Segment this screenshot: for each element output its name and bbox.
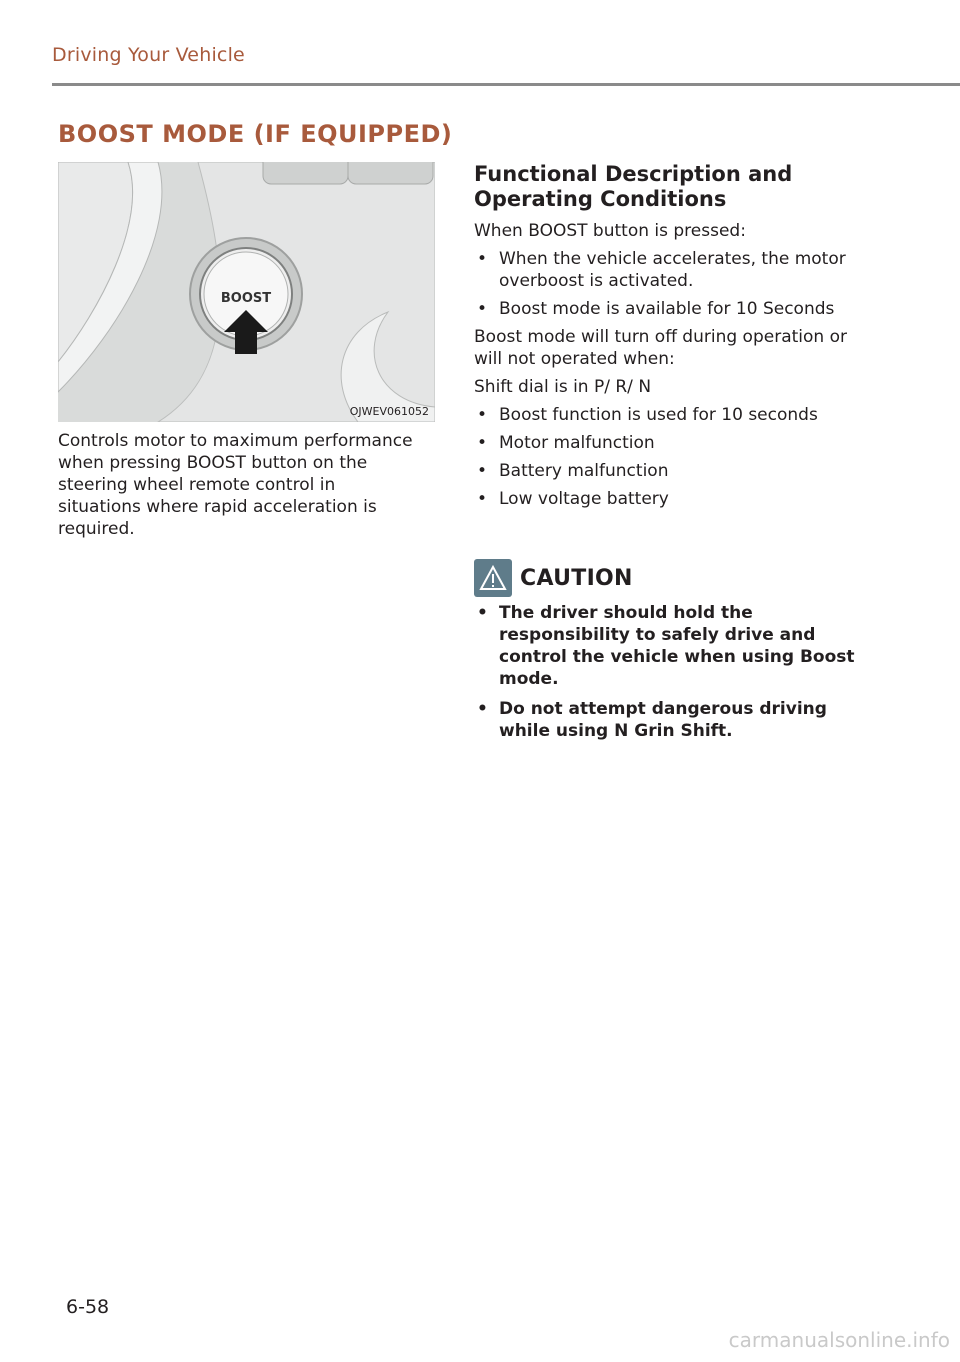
figure-code: OJWEV061052 — [349, 405, 429, 418]
activation-list — [474, 248, 874, 320]
list-item — [474, 602, 874, 690]
caution-box — [474, 558, 874, 750]
list-item — [474, 298, 874, 320]
list-item-text: Boost mode is available for 10 Seconds — [499, 299, 835, 319]
bullet-icon: • — [477, 603, 488, 623]
watermark: carmanualsonline.info — [728, 1328, 950, 1352]
bullet-icon: • — [477, 249, 488, 269]
warning-triangle-icon — [474, 559, 512, 597]
list-item-text: The driver should hold the responsibility to safely drive and control the vehicle when using Boost mode. — [499, 603, 855, 689]
caution-list — [474, 602, 874, 742]
bullet-icon: • — [477, 489, 488, 509]
section-title: BOOST MODE (IF EQUIPPED) — [58, 120, 453, 148]
list-item — [474, 488, 874, 510]
caution-header — [474, 558, 874, 598]
boost-description: Controls motor to maximum performance when pressing BOOST button on the steering wheel remote control in situations where rapid acceleration is required. — [58, 431, 413, 539]
boost-button-illustration — [58, 162, 435, 422]
caution-label: CAUTION — [520, 565, 633, 591]
list-item-text: Low voltage battery — [499, 489, 669, 509]
bullet-icon: • — [477, 299, 488, 319]
list-item — [474, 248, 874, 292]
functional-description-section — [474, 162, 874, 516]
condition-list — [474, 404, 874, 510]
functional-description-heading: Functional Description and Operating Conditions — [474, 162, 793, 211]
header-divider — [52, 83, 960, 86]
list-item-text: Boost function is used for 10 seconds — [499, 405, 818, 425]
header-title: Driving Your Vehicle — [52, 44, 245, 66]
list-item — [474, 460, 874, 482]
turn-off-conditions-text: Boost mode will turn off during operation or will not operated when: — [474, 327, 847, 369]
shift-dial-text: Shift dial is in P/ R/ N — [474, 377, 652, 397]
list-item-text: When the vehicle accelerates, the motor overboost is activated. — [499, 249, 846, 291]
bullet-icon: • — [477, 699, 488, 719]
list-item — [474, 698, 874, 742]
bullet-icon: • — [477, 405, 488, 425]
bullet-icon: • — [477, 461, 488, 481]
bullet-icon: • — [477, 433, 488, 453]
list-item-text: Battery malfunction — [499, 461, 669, 481]
list-item — [474, 432, 874, 454]
list-item-text: Do not attempt dangerous driving while using N Grin Shift. — [499, 699, 827, 741]
intro-text: When BOOST button is pressed: — [474, 221, 746, 241]
steering-wheel-drawing — [58, 162, 435, 422]
list-item — [474, 404, 874, 426]
figure-boost-label: BOOST — [220, 291, 272, 306]
list-item-text: Motor malfunction — [499, 433, 655, 453]
page-number: 6-58 — [66, 1296, 110, 1318]
